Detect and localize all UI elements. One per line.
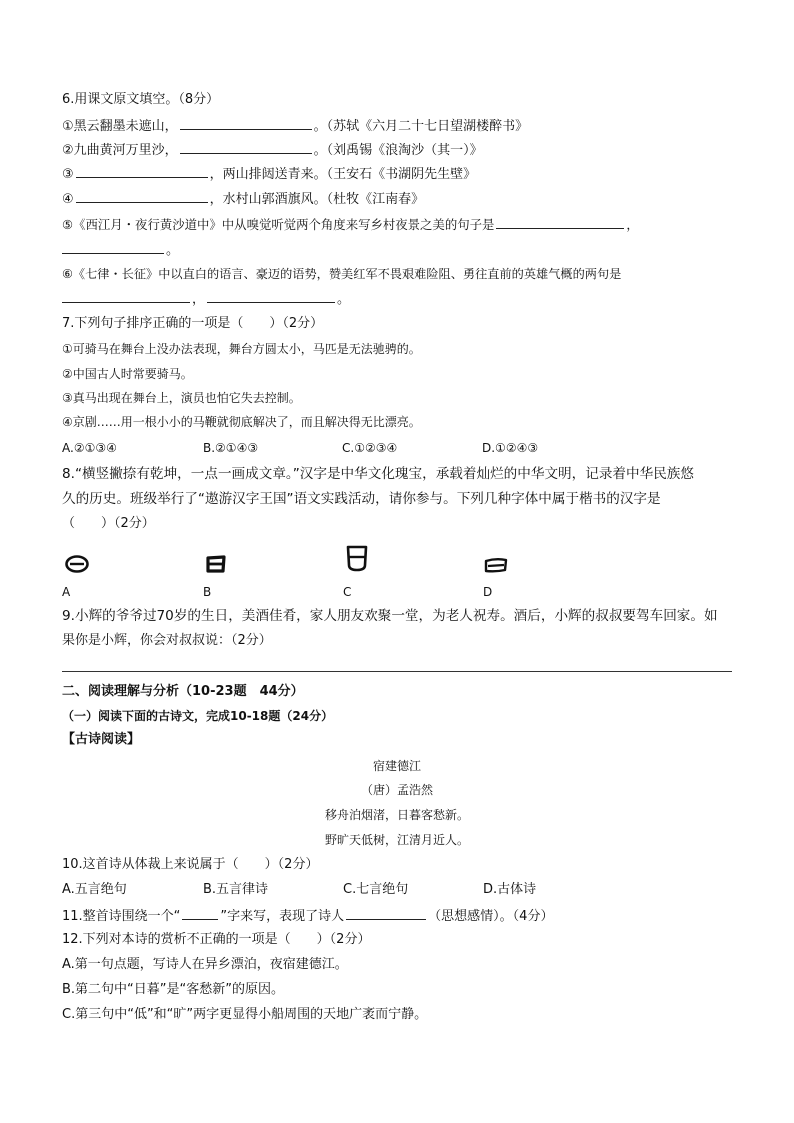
q7-option-d[interactable]: D.①②④③ [482, 441, 539, 455]
glyph-seal-script-ri [64, 554, 90, 574]
q10-title: 10.这首诗从体裁上来说属于（ ）（2分） [62, 857, 319, 872]
q6-item-6-text-c: 。 [337, 292, 351, 307]
answer-blank[interactable] [76, 164, 208, 178]
glyph-cursive-script-ri [482, 556, 510, 574]
q7-sentence-2: ②中国古人时常要骑马。 [62, 367, 193, 381]
q6-item-5-text-c: 。 [166, 243, 180, 258]
q6-item-6-text-b: ， [192, 292, 206, 307]
q6-item-3-text-a: ③ [62, 167, 74, 182]
q6-item-5-text-b: ， [626, 217, 639, 232]
section-2-subtitle: （一）阅读下面的古诗文，完成10-18题（24分） [62, 709, 334, 723]
poem-title: 宿建德江 [372, 759, 421, 773]
q6-item-6: ⑥《七律・长征》中以直白的语言、豪迈的语势，赞美红军不畏艰难险阻、勇往直前的英雄气概的两句是 [62, 267, 622, 281]
q7-sentence-3: ③真马出现在舞台上，演员也怕它失去控制。 [62, 391, 301, 405]
q9-stem-line-2: 果你是小辉，你会对叔叔说：（2分） [62, 633, 272, 648]
q8-option-d[interactable]: D [483, 585, 493, 599]
answer-blank[interactable] [76, 189, 208, 203]
q6-item-5-cont [62, 240, 179, 260]
poem-author: （唐）孟浩然 [360, 783, 433, 797]
q10-option-d[interactable]: D.古体诗 [483, 882, 537, 897]
poem-line-2: 野旷天低树，江清月近人。 [324, 833, 469, 847]
answer-blank[interactable] [496, 215, 624, 229]
q8-stem-line-2: 久的历史。班级举行了“遨游汉字王国”语文实践活动，请你参与。下列几种字体中属于楷书的汉字是 [62, 491, 661, 507]
q8-stem-line-1: 8.“横竖撇捺有乾坤，一点一画成文章。”汉字是中华文化瑰宝，承载着灿烂的中华文明，记录着中华民族悠 [62, 466, 694, 482]
q6-item-5 [62, 215, 639, 234]
answer-blank[interactable] [62, 240, 164, 254]
q7-option-c[interactable]: C.①②③④ [342, 441, 398, 455]
q12-option-c[interactable]: C.第三句中“低”和“旷”两字更显得小船周围的天地广袤而宁静。 [62, 1007, 428, 1022]
q8-stem-line-3: （ ）（2分） [62, 516, 155, 531]
q7-sentence-1: ①可骑马在舞台上没办法表现，舞台方圆太小，马匹是无法驰骋的。 [62, 342, 421, 356]
q7-sentence-4: ④京剧……用一根小小的马鞭就彻底解决了，而且解决得无比漂亮。 [62, 415, 421, 429]
poem-line-1: 移舟泊烟渚，日暮客愁新。 [324, 808, 469, 822]
answer-blank[interactable] [346, 906, 426, 920]
q12-option-b[interactable]: B.第二句中“日暮”是“客愁新”的原因。 [62, 982, 284, 997]
q6-item-1-text-b: 。（苏轼《六月二十七日望湖楼醉书》 [313, 119, 529, 134]
q8-option-a[interactable]: A [62, 585, 71, 599]
q6-item-4-text-b: ，水村山郭酒旗风。（杜牧《江南春》 [209, 192, 425, 207]
q8-option-b[interactable]: B [203, 585, 212, 599]
q6-item-4 [62, 189, 424, 209]
section-2-tag: 【古诗阅读】 [62, 732, 141, 747]
q11-text-a: 11.整首诗围绕一个“ [62, 909, 181, 924]
answer-blank[interactable] [182, 906, 218, 920]
q10-option-a[interactable]: A.五言绝句 [62, 882, 127, 897]
answer-blank[interactable] [180, 116, 312, 130]
answer-blank[interactable] [207, 289, 335, 303]
section-divider [62, 671, 732, 672]
q7-option-a[interactable]: A.②①③④ [62, 441, 117, 455]
q6-item-6-cont [62, 289, 350, 309]
q6-item-4-text-a: ④ [62, 192, 74, 207]
q11-text-b: ”字来写，表现了诗人 [220, 909, 345, 924]
q6-item-2-text-b: 。（刘禹锡《浪淘沙（其一）》 [313, 143, 483, 158]
answer-blank[interactable] [180, 140, 312, 154]
q6-item-1 [62, 116, 528, 136]
q6-item-5-text-a: ⑤《西江月・夜行黄沙道中》中从嗅觉听觉两个角度来写乡村夜景之美的句子是 [62, 217, 495, 232]
q6-item-2 [62, 140, 483, 160]
section-2-title: 二、阅读理解与分析（10-23题 44分） [62, 684, 304, 699]
q10-option-b[interactable]: B.五言律诗 [203, 882, 269, 897]
glyph-clerical-script-ri [204, 553, 228, 575]
q8-option-c[interactable]: C [343, 585, 352, 599]
q6-item-3 [62, 164, 476, 184]
answer-blank[interactable] [62, 289, 190, 303]
q11 [62, 906, 553, 926]
glyph-regular-script-ri [344, 543, 370, 575]
q12-option-a[interactable]: A.第一句点题，写诗人在异乡漂泊，夜宿建德江。 [62, 957, 348, 972]
q9-stem-line-1: 9.小辉的爷爷过70岁的生日，美酒佳肴，家人朋友欢聚一堂，为老人祝寿。酒后，小辉的叔叔要驾车回家。如 [62, 608, 718, 624]
q7-title: 7.下列句子排序正确的一项是（ ）（2分） [62, 316, 324, 331]
q6-item-2-text-a: ②九曲黄河万里沙， [62, 143, 178, 158]
q11-text-c: （思想感情）。（4分） [428, 909, 554, 924]
q12-title: 12.下列对本诗的赏析不正确的一项是（ ）（2分） [62, 932, 371, 947]
q6-item-3-text-b: ，两山排闼送青来。（王安石《书湖阴先生壁》 [209, 167, 477, 182]
q6-item-1-text-a: ①黑云翻墨未遮山， [62, 119, 178, 134]
q6-title: 6.用课文原文填空。（8分） [62, 92, 220, 107]
q10-option-c[interactable]: C.七言绝句 [343, 882, 409, 897]
q7-option-b[interactable]: B.②①④③ [203, 441, 259, 455]
